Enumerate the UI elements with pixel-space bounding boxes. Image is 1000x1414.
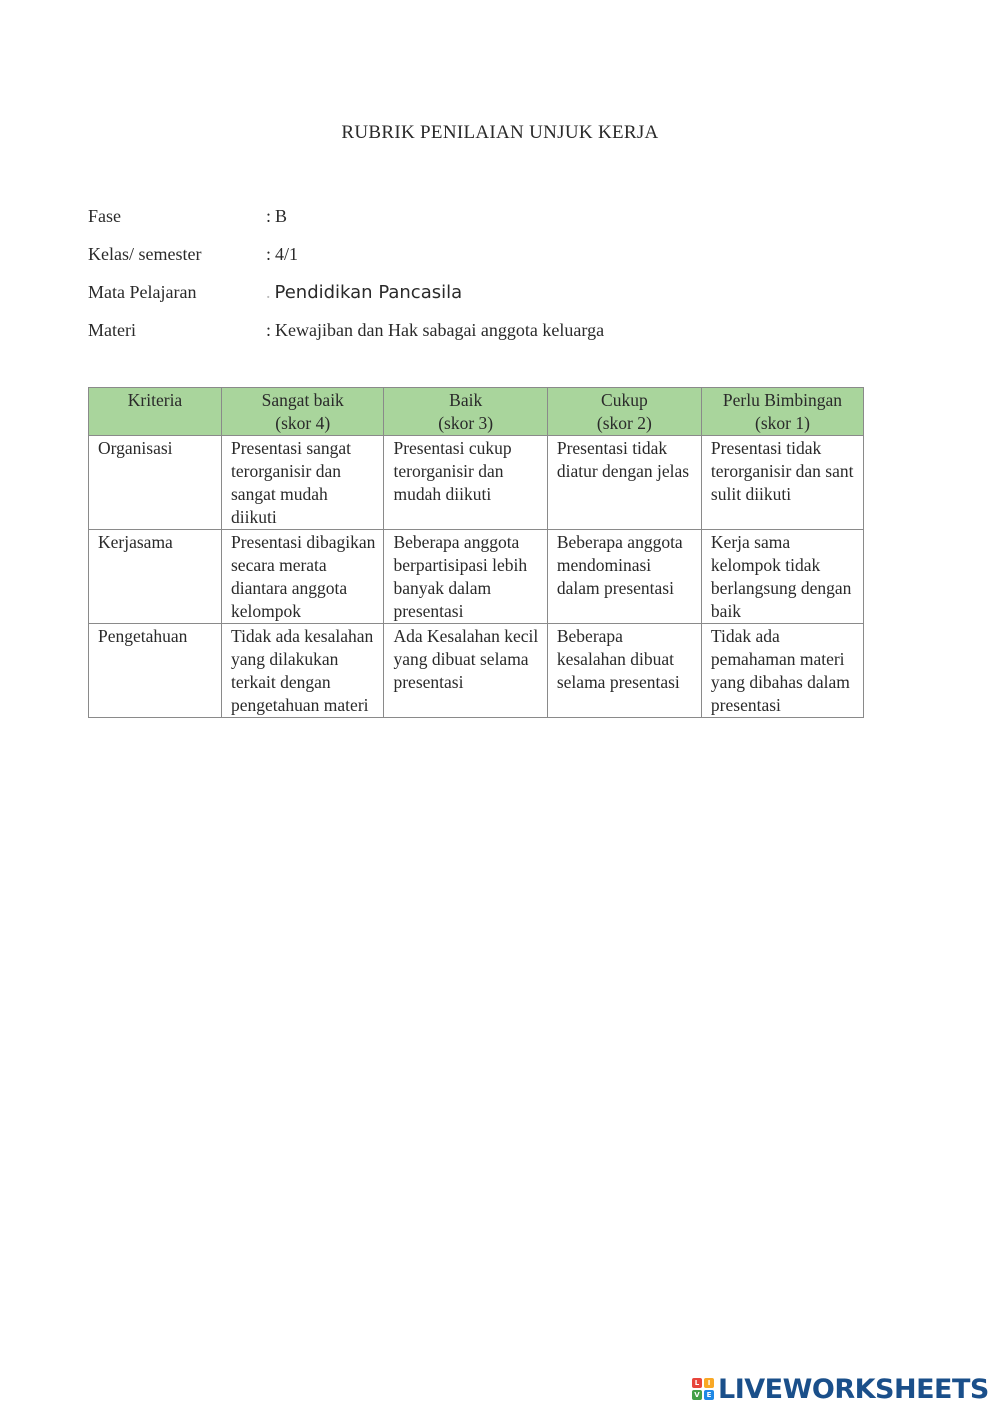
cell-skor4: Tidak ada kesalahan yang dilakukan terkait dengan pengetahuan materi (222, 624, 384, 718)
header-perlu-bimbingan: Perlu Bimbingan (skor 1) (701, 388, 863, 436)
table-header-row (89, 388, 864, 436)
meta-label: Materi (88, 319, 136, 340)
cell-skor3: Ada Kesalahan kecil yang dibuat selama presentasi (384, 624, 547, 718)
liveworksheets-logo[interactable] (692, 1374, 989, 1404)
meta-row-mapel (88, 273, 604, 311)
logo-letter-e: E (704, 1390, 714, 1400)
cell-skor1: Tidak ada pemahaman materi yang dibahas dalam presentasi (701, 624, 863, 718)
cell-skor4: Presentasi sangat terorganisir dan sangat mudah diikuti (222, 436, 384, 530)
meta-row-kelas (88, 235, 604, 273)
cell-skor2: Beberapa anggota mendominasi dalam presentasi (547, 530, 701, 624)
cell-skor1: Presentasi tidak terorganisir dan sant sulit diikuti (701, 436, 863, 530)
meta-colon: : (266, 243, 272, 264)
meta-row-fase (88, 197, 604, 235)
meta-colon: : (266, 205, 272, 226)
meta-value: Pendidikan Pancasila (274, 281, 463, 303)
header-baik: Baik (skor 3) (384, 388, 547, 436)
meta-value: 4/1 (275, 243, 299, 264)
document-meta (88, 197, 604, 349)
cell-skor4: Presentasi dibagikan secara merata diantara anggota kelompok (222, 530, 384, 624)
rubric-table (88, 387, 864, 718)
cell-skor3: Beberapa anggota berpartisipasi lebih banyak dalam presentasi (384, 530, 547, 624)
meta-colon: . (266, 281, 271, 302)
cell-skor2: Beberapa kesalahan dibuat selama presentasi (547, 624, 701, 718)
table-row (89, 624, 864, 718)
document-title: RUBRIK PENILAIAN UNJUK KERJA (341, 122, 659, 143)
logo-letter-l: L (692, 1378, 702, 1388)
meta-row-materi (88, 311, 604, 349)
cell-skor1: Kerja sama kelompok tidak berlangsung dengan baik (701, 530, 863, 624)
logo-grid-icon (692, 1378, 714, 1400)
meta-label: Kelas/ semester (88, 243, 202, 264)
header-kriteria: Kriteria (89, 388, 222, 436)
meta-value: B (275, 205, 288, 226)
header-cukup: Cukup (skor 2) (547, 388, 701, 436)
table-row (89, 436, 864, 530)
cell-kriteria: Organisasi (89, 436, 222, 530)
meta-colon: : (266, 319, 272, 340)
meta-label: Mata Pelajaran (88, 281, 197, 302)
table-row (89, 530, 864, 624)
cell-skor2: Presentasi tidak diatur dengan jelas (547, 436, 701, 530)
cell-kriteria: Pengetahuan (89, 624, 222, 718)
meta-label: Fase (88, 205, 121, 226)
logo-text: LIVEWORKSHEETS (718, 1373, 989, 1405)
logo-letter-v: V (692, 1390, 702, 1400)
cell-skor3: Presentasi cukup terorganisir dan mudah diikuti (384, 436, 547, 530)
logo-letter-i: I (704, 1378, 714, 1388)
cell-kriteria: Kerjasama (89, 530, 222, 624)
meta-value: Kewajiban dan Hak sabagai anggota keluarga (275, 319, 605, 340)
header-sangat-baik: Sangat baik (skor 4) (222, 388, 384, 436)
